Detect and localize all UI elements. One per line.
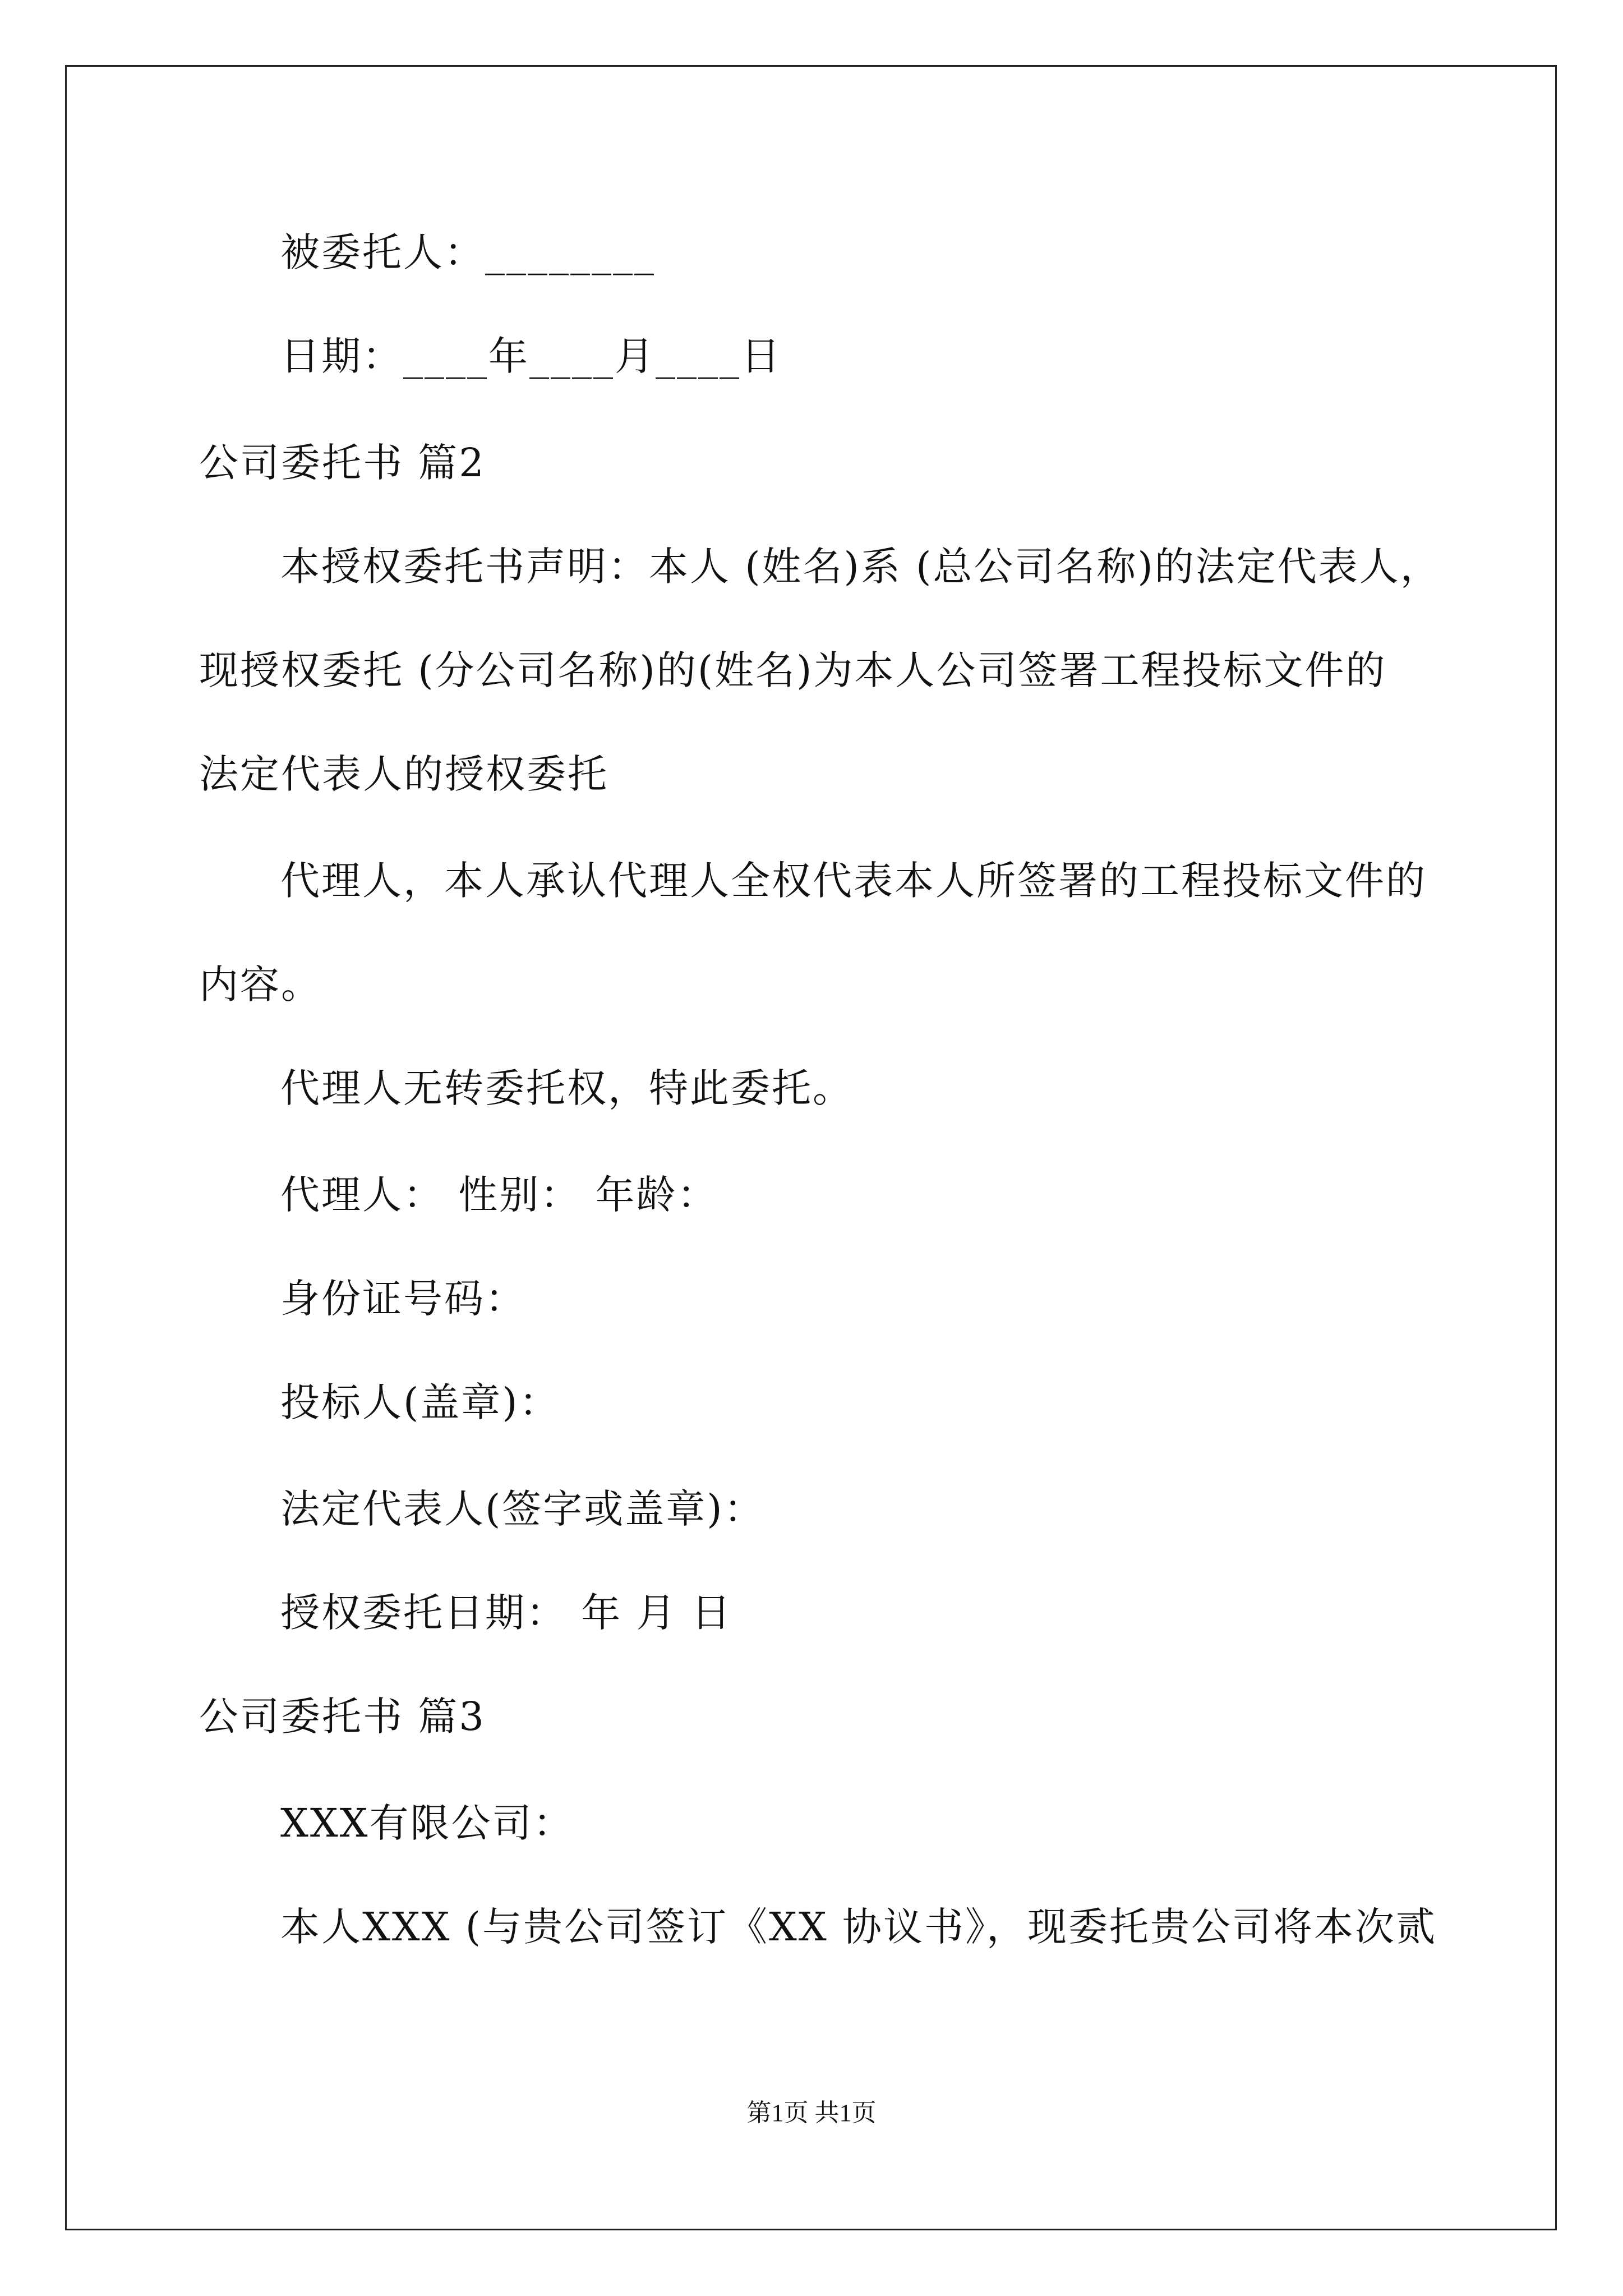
section-heading-3: 公司委托书 篇3 [199,1694,486,1740]
authorization-date-line: 授权委托日期： 年 月 日 [280,1590,732,1636]
date-line: 日期：____年____月____日 [280,333,782,379]
addressee-line: XXX有限公司： [280,1800,574,1846]
paragraph-line: 现授权委托 (分公司名称)的(姓名)为本人公司签署工程投标文件的 [199,647,1387,693]
paragraph-line: 本人XXX (与贵公司签订《XX 协议书》，现委托贵公司将本次贰 [280,1904,1437,1950]
paragraph-line: 内容。 [199,961,322,1007]
legal-rep-signature-line: 法定代表人(签字或盖章)： [280,1486,765,1532]
paragraph-line: 法定代表人的授权委托 [199,751,608,797]
bidder-seal-line: 投标人(盖章)： [280,1379,560,1425]
agent-info-line: 代理人： 性别： 年龄： [280,1172,718,1218]
trustee-line: 被委托人：________ [280,229,656,275]
paragraph-line: 代理人无转委托权，特此委托。 [280,1065,854,1111]
page-number: 第1页 共1页 [746,2099,877,2127]
id-number-line: 身份证号码： [280,1276,526,1322]
section-heading-2: 公司委托书 篇2 [199,440,486,486]
paragraph-line: 本授权委托书声明：本人 (姓名)系 (总公司名称)的法定代表人， [280,544,1441,590]
paragraph-line: 代理人，本人承认代理人全权代表本人所签署的工程投标文件的 [280,858,1427,904]
